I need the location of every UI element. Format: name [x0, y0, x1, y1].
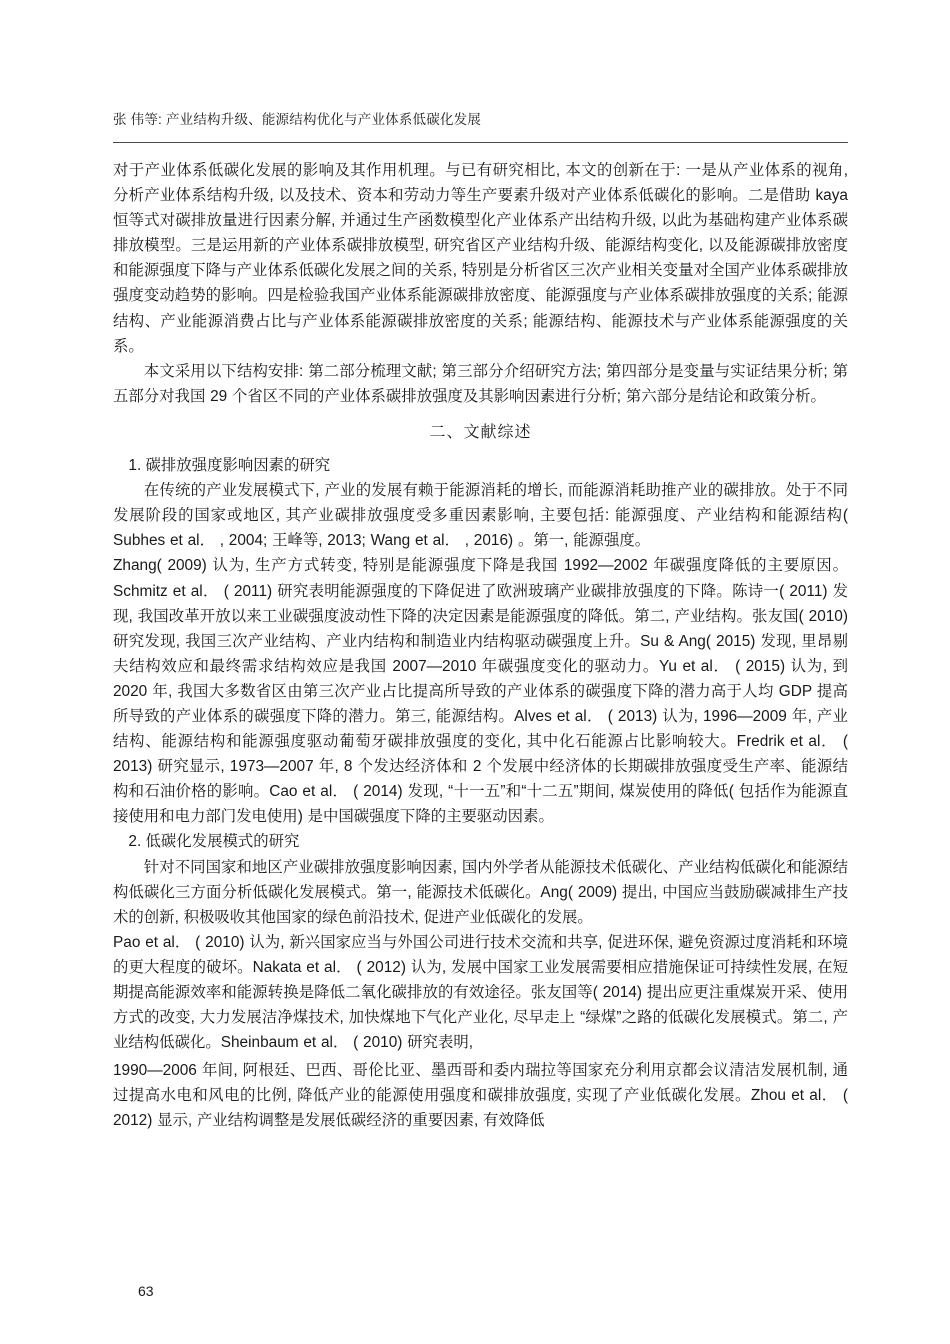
paragraph-international-studies: Pao et al． ( 2010) 认为, 新兴国家应当与外国公司进行技术交流和共享, 促进环保, 避免资源过度消耗和环境的更大程度的破坏。Nakata et al． ( 2012) 认为, 发展中国家工业发展需要相应措施保证可持续性发展, 在短期提高能源效率和能源转换是降低二氧化碳排放的有效途径。张友国等( 2014) 提出应更注重煤炭开采、使用方式的改变, 大力发展洁净煤技术, 加快煤地下气化产业化, 尽早走上 “绿煤”之路的低碳化发展模式。第二, 产业结构低碳化。Sheinbaum et al． ( 2010) 研究表明,	[113, 933, 848, 1052]
header-divider	[113, 142, 848, 143]
paragraph-latin-america-cdm: 1990—2006 年间, 阿根廷、巴西、哥伦比亚、墨西哥和委内瑞拉等国家充分利用京都会议清洁发展机制, 通过提高水电和风电的比例, 降低产业的能源使用强度和碳排放强度, 实现了产业低碳化发展。Zhou et al． ( 2012) 显示, 产业结构调整是发展低碳经济的重要因素, 有效降低	[113, 1062, 848, 1130]
running-head: 张 伟等: 产业结构升级、能源结构优化与产业体系低碳化发展	[113, 112, 482, 127]
section-heading-literature-review: 二、文献综述	[429, 423, 532, 441]
subsection-heading-1: 1. 碳排放强度影响因素的研究	[128, 457, 331, 475]
paragraph-energy-intensity-intro: 在传统的产业发展模式下, 产业的发展有赖于能源消耗的增长, 而能源消耗助推产业的碳排放。处于不同发展阶段的国家或地区, 其产业碳排放强度受多重因素影响, 主要包括: 能源强度、产业结构和能源结构( Subhes et al． , 2004; 王峰等, 2013; Wang et al． , 2016) 。第一, 能源强度。	[113, 482, 848, 550]
page-number: 63	[138, 1283, 154, 1299]
document-page	[113, 0, 848, 1344]
subsection-heading-2: 2. 低碳化发展模式的研究	[128, 833, 300, 851]
paragraph-low-carbon-modes: 针对不同国家和地区产业碳排放强度影响因素, 国内外学者从能源技术低碳化、产业结构低碳化和能源结构低碳化三方面分析低碳化发展模式。第一, 能源技术低碳化。Ang( 2009) 提出, 中国应当鼓励碳减排生产技术的创新, 积极吸收其他国家的绿色前沿技术, 促进产业低碳化的发展。	[113, 858, 848, 926]
body-content	[113, 158, 848, 1134]
paragraph-structure-arrangement: 本文采用以下结构安排: 第二部分梳理文献; 第三部分介绍研究方法; 第四部分是变量与实证结果分析; 第五部分对我国 29 个省区不同的产业体系碳排放强度及其影响因素进行分析; 第六部分是结论和政策分析。	[113, 362, 848, 405]
paragraph-intro-contributions: 对于产业体系低碳化发展的影响及其作用机理。与已有研究相比, 本文的创新在于: 一是从产业体系的视角, 分析产业体系结构升级, 以及技术、资本和劳动力等生产要素升级对产业体系低碳化的影响。二是借助 kaya 恒等式对碳排放量进行因素分解, 并通过生产函数模型化产业体系产出结构升级, 以此为基础构建产业体系碳排放模型。三是运用新的产业体系碳排放模型, 研究省区产业结构升级、能源结构变化, 以及能源碳排放密度和能源强度下降与产业体系低碳化发展之间的关系, 特别是分析省区三次产业相关变量对全国产业体系碳排放强度变动趋势的影响。四是检验我国产业体系能源碳排放密度、能源强度与产业体系碳排放强度的关系; 能源结构、产业能源消费占比与产业体系能源碳排放密度的关系; 能源结构、能源技术与产业体系能源强度的关系。	[113, 162, 848, 355]
paragraph-carbon-intensity-studies: Zhang( 2009) 认为, 生产方式转变, 特别是能源强度下降是我国 1992—2002 年碳强度降低的主要原因。Schmitz et al． ( 2011) 研究表明能源强度的下降促进了欧洲玻璃产业碳排放强度的下降。陈诗一( 2011) 发现, 我国改革开放以来工业碳强度波动性下降的决定因素是能源强度的降低。第二, 产业结构。张友国( 2010) 研究发现, 我国三次产业结构、产业内结构和制造业内结构驱动碳强度上升。Su & Ang( 2015) 发现, 里昂剔夫结构效应和最终需求结构效应是我国 2007—2010 年碳强度变化的驱动力。Yu et al． ( 2015) 认为, 到 2020 年, 我国大多数省区由第三次产业占比提高所导致的产业体系的碳强度下降的潜力高于人均 GDP 提高所导致的产业体系的碳强度下降的潜力。第三, 能源结构。Alves et al． ( 2013) 认为, 1996—2009 年, 产业结构、能源结构和能源强度驱动葡萄牙碳排放强度的变化, 其中化石能源占比影响较大。Fredrik et al． ( 2013) 研究显示, 1973—2007 年, 8 个发达经济体和 2 个发展中经济体的长期碳排放强度受生产率、能源结构和石油价格的影响。Cao et al． ( 2014) 发现, “十一五”和“十二五”期间, 煤炭使用的降低( 包括作为能源直接使用和电力部门发电使用) 是中国碳强度下降的主要驱动因素。	[113, 557, 848, 826]
